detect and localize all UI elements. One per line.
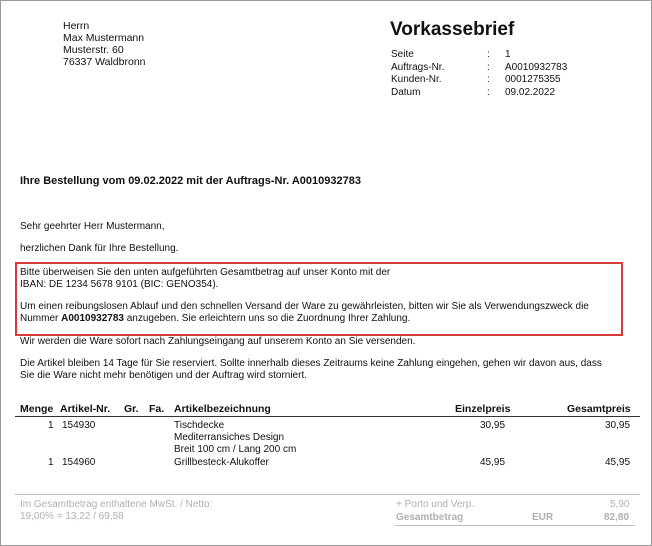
- meta-colon: :: [487, 49, 490, 60]
- meta-row-date: [391, 87, 567, 100]
- meta-key: Kunden-Nr.: [391, 74, 442, 85]
- meta-value: 0001275355: [505, 74, 561, 85]
- meta-row-page: [391, 49, 567, 62]
- row-qty: 1: [48, 457, 54, 468]
- row-total-price: 45,95: [605, 457, 631, 468]
- row-total-price: 30,95: [605, 420, 631, 431]
- recipient-address: [63, 20, 146, 68]
- header-description: Artikelbezeichnung: [174, 403, 271, 415]
- row-article: 154960: [62, 457, 96, 468]
- total-currency: EUR: [532, 512, 554, 523]
- shipping-cost-value: 5,90: [610, 499, 630, 510]
- meta-row-customer: [391, 74, 567, 87]
- footer-rule: [15, 494, 640, 495]
- meta-row-order: [391, 62, 567, 75]
- header-total-price: Gesamtpreis: [567, 403, 631, 415]
- meta-key: Seite: [391, 49, 414, 60]
- meta-value: 1: [505, 49, 511, 60]
- meta-colon: :: [487, 86, 490, 98]
- table-header-rule: [15, 416, 640, 417]
- address-street: Musterstr. 60: [63, 44, 124, 56]
- document-title: Vorkassebrief: [390, 19, 515, 40]
- vat-label: Im Gesamtbetrag enthaltene MwSt. / Netto:: [20, 499, 213, 510]
- shipping-cost-label: + Porto und Verp.: [396, 499, 475, 510]
- shipping-note: Wir werden die Ware sofort nach Zahlungseingang auf unserem Konto an Sie versenden.: [20, 336, 416, 347]
- meta-key: Auftrags-Nr.: [391, 61, 445, 73]
- total-rule: [395, 525, 635, 526]
- row-qty: 1: [48, 420, 54, 431]
- row-desc-line-3: Breit 100 cm / Lang 200 cm: [174, 444, 297, 455]
- total-value: 82,80: [604, 512, 630, 523]
- header-unit-price: Einzelpreis: [455, 403, 511, 415]
- meta-colon: :: [487, 74, 490, 85]
- meta-colon: :: [487, 61, 490, 73]
- payment-line-1: Bitte überweisen Sie den unten aufgeführten Gesamtbetrag auf unser Konto mit der: [20, 267, 391, 278]
- payment-iban-line: IBAN: DE 1234 5678 9101 (BIC: GENO354).: [20, 279, 219, 290]
- reserve-line-1: Die Artikel bleiben 14 Tage für Sie reserviert. Sollte innerhalb dieses Zeitraums keine Zahlung eingehen, gehen wir davon aus, dass: [20, 358, 602, 369]
- total-label: Gesamtbetrag: [396, 512, 464, 523]
- vat-value: 19,00% = 13,22 / 69,58: [20, 511, 124, 522]
- meta-key: Datum: [391, 86, 421, 98]
- greeting: Sehr geehrter Herr Mustermann,: [20, 221, 165, 232]
- document-meta: [391, 49, 567, 99]
- row-article: 154930: [62, 420, 96, 431]
- letter-subject: Ihre Bestellung vom 09.02.2022 mit der Auftrags-Nr. A0010932783: [20, 175, 361, 187]
- address-name: Max Mustermann: [63, 32, 145, 44]
- table-header: [20, 403, 632, 416]
- meta-value: A0010932783: [505, 61, 568, 73]
- address-city: 76337 Waldbronn: [63, 56, 146, 68]
- row-unit-price: 45,95: [480, 457, 506, 468]
- row-desc-line-2: Mediterransiches Design: [174, 432, 285, 443]
- address-salutation: Herrn: [63, 20, 90, 32]
- meta-value: 09.02.2022: [505, 86, 556, 98]
- header-size: Gr.: [124, 403, 139, 415]
- header-qty: Menge: [20, 403, 54, 415]
- payment-line-4: [20, 313, 410, 325]
- reserve-line-2: Sie die Ware nicht mehr benötigen und der Auftrag wird storniert.: [20, 370, 308, 381]
- header-color: Fa.: [149, 403, 165, 415]
- row-desc-line-1: Tischdecke: [174, 420, 225, 431]
- row-desc-line-1: Grillbesteck-Alukoffer: [174, 457, 269, 468]
- table-row: [20, 457, 632, 469]
- thanks-line: herzlichen Dank für Ihre Bestellung.: [20, 243, 179, 254]
- header-article: Artikel-Nr.: [60, 403, 111, 415]
- payment-reference: A0010932783: [61, 313, 124, 324]
- payment-line-4-post: anzugeben. Sie erleichtern uns so die Zuordnung Ihrer Zahlung.: [123, 313, 411, 324]
- table-row: [20, 420, 632, 456]
- payment-line-4-pre: Nummer: [20, 313, 62, 324]
- payment-line-3: Um einen reibungslosen Ablauf und den schnellen Versand der Ware zu gewährleisten, bitten wir Sie als Verwendungszweck die: [20, 301, 589, 312]
- row-unit-price: 30,95: [480, 420, 506, 431]
